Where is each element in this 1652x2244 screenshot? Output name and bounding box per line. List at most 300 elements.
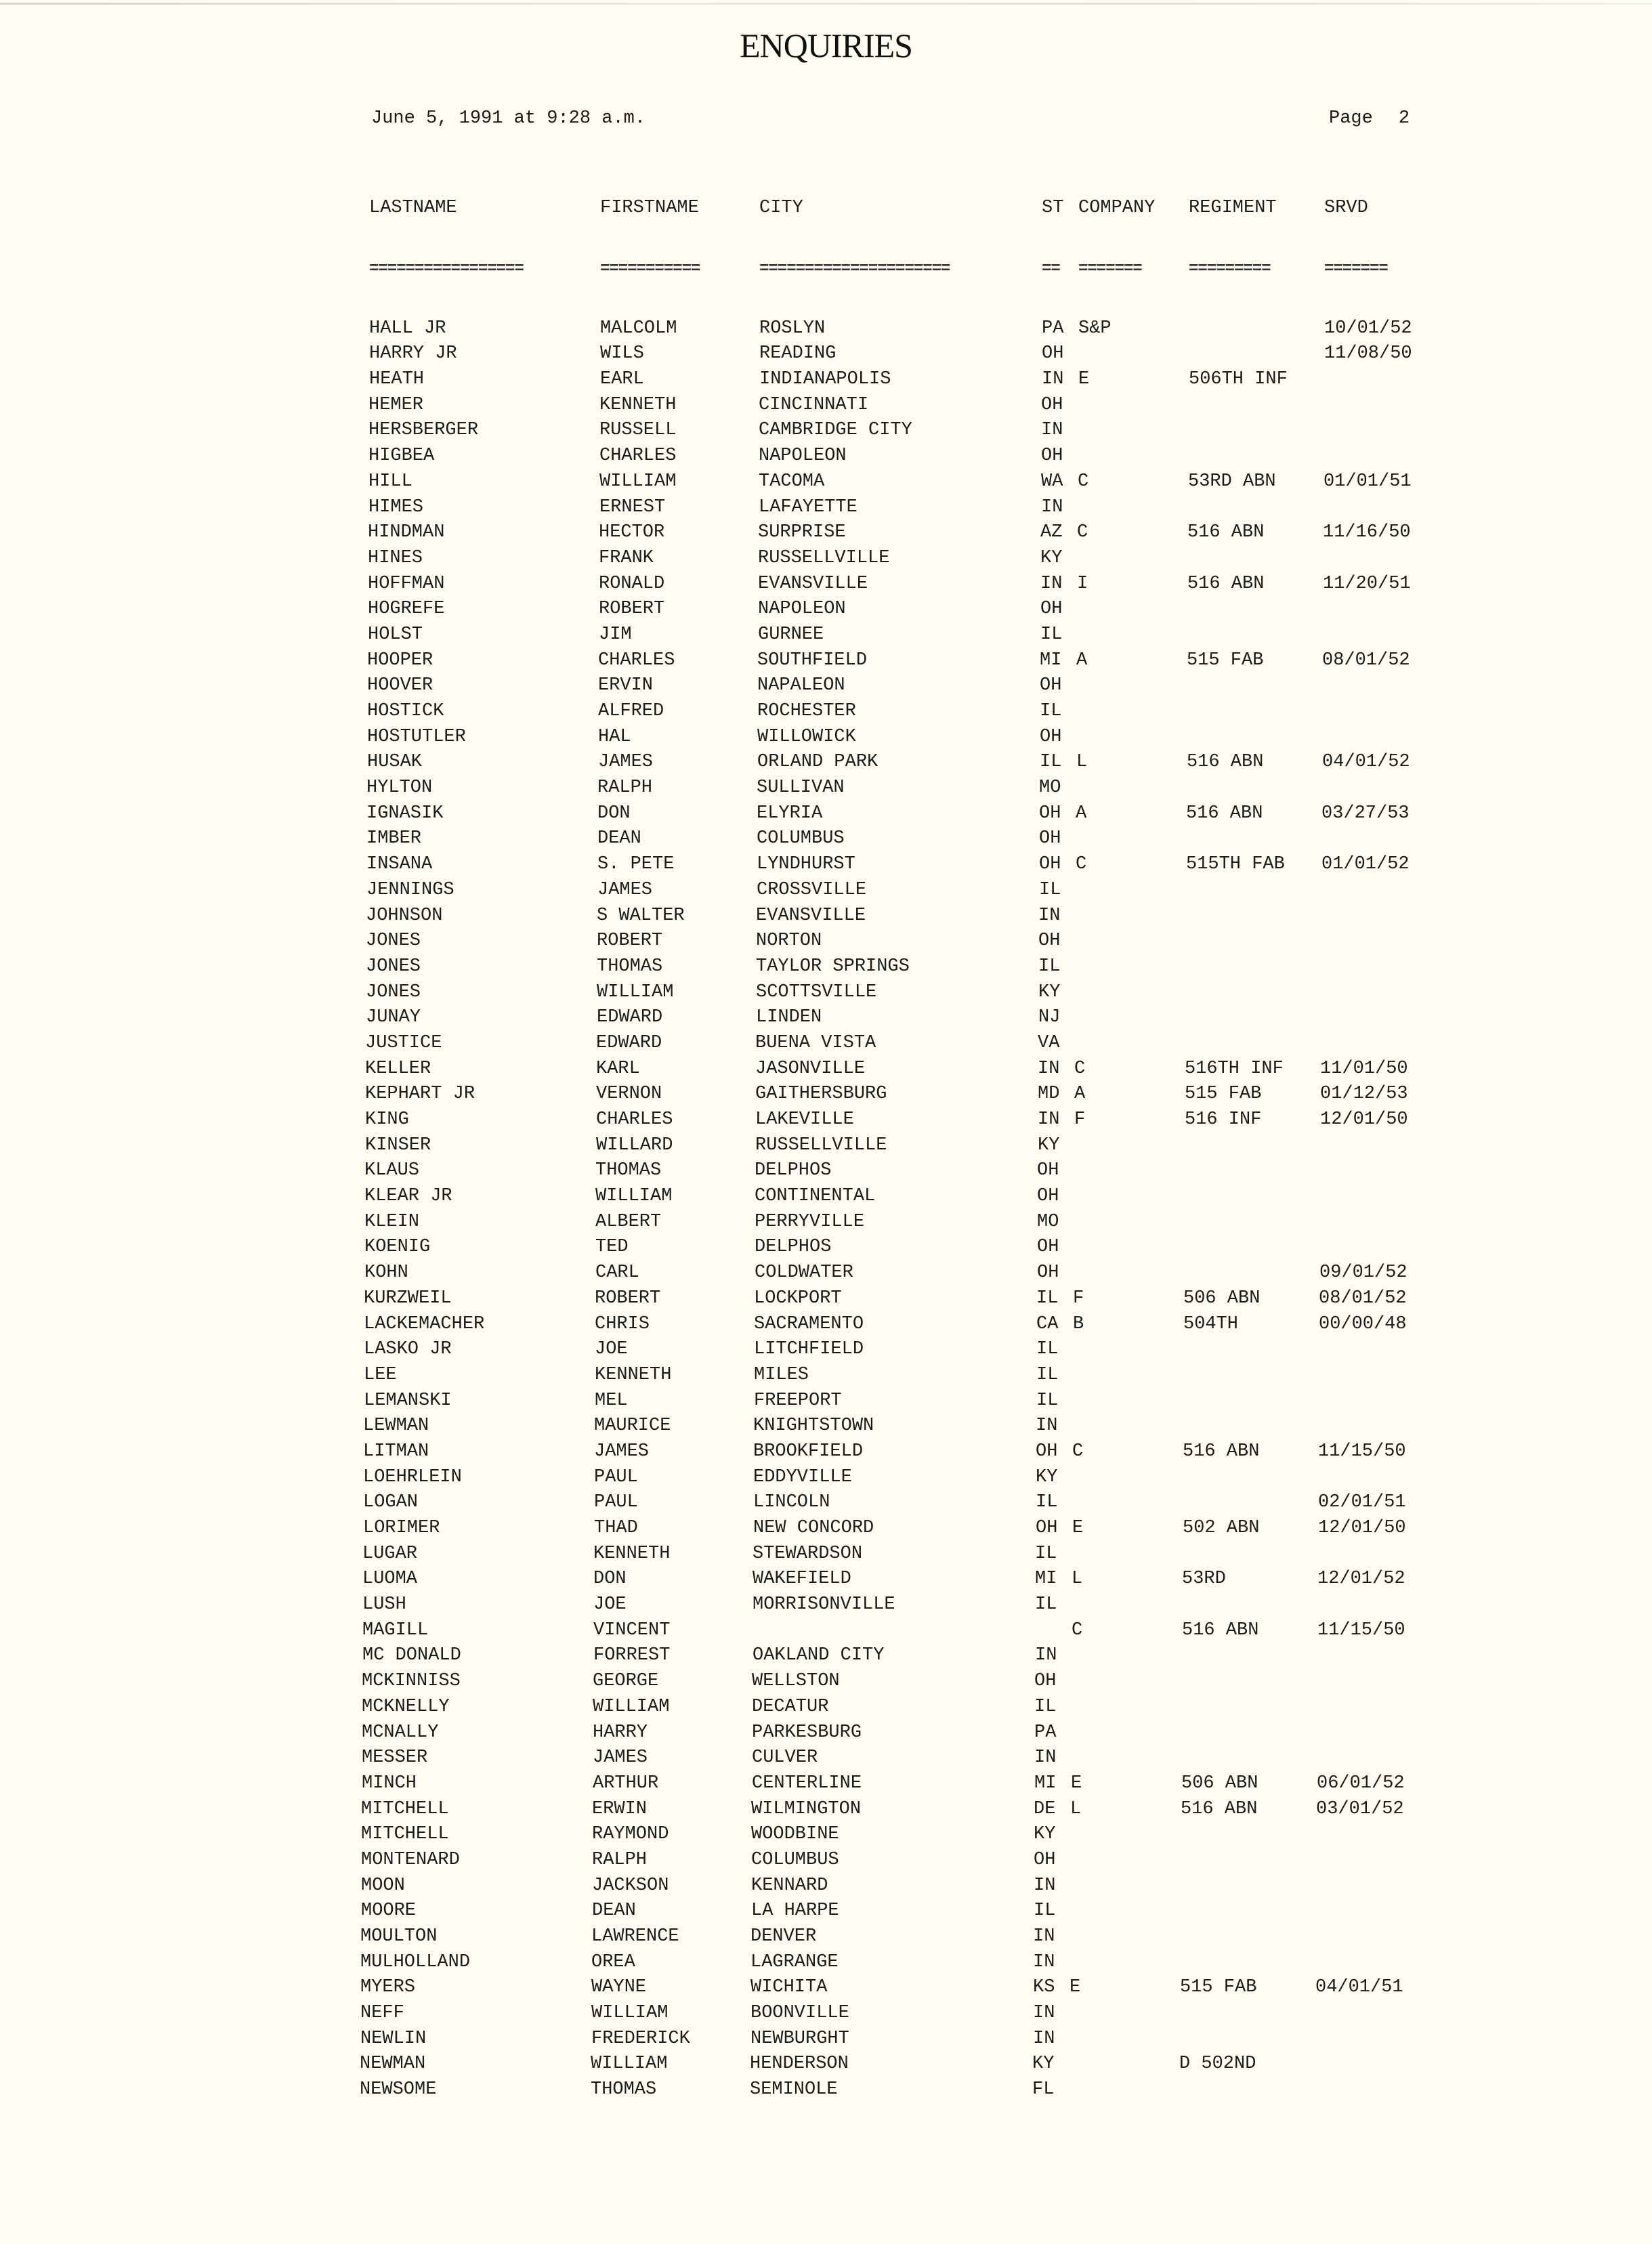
separator-lastname: ================= — [369, 259, 524, 278]
table-row — [0, 497, 1652, 523]
cell-firstname: S. PETE — [597, 854, 675, 875]
separator-city: ===================== — [759, 259, 950, 278]
cell-city: COLUMBUS — [751, 1849, 839, 1870]
cell-firstname: OREA — [591, 1951, 635, 1972]
cell-city: NEW CONCORD — [753, 1518, 874, 1538]
header-company: COMPANY — [1078, 198, 1156, 218]
cell-firstname: EARL — [600, 369, 644, 390]
separator-firstname: =========== — [600, 259, 700, 278]
table-row — [0, 1263, 1652, 1288]
cell-firstname: WILLIAM — [595, 1186, 673, 1207]
cell-company: E — [1069, 1977, 1081, 1998]
cell-city: MORRISONVILLE — [753, 1594, 895, 1615]
cell-firstname: DON — [597, 803, 631, 824]
table-body — [0, 318, 1652, 2105]
cell-regiment: 516 ABN — [1183, 1441, 1260, 1462]
cell-firstname: KARL — [596, 1058, 640, 1079]
cell-firstname: RALPH — [592, 1849, 648, 1870]
cell-state: WA — [1041, 471, 1063, 492]
cell-state: OH — [1041, 394, 1063, 415]
cell-firstname: FREDERICK — [591, 2028, 690, 2049]
cell-company: I — [1077, 573, 1088, 594]
cell-firstname: KENNETH — [599, 394, 677, 415]
table-row — [0, 471, 1652, 497]
table-row — [0, 1365, 1652, 1391]
cell-company: S&P — [1078, 318, 1111, 339]
header-served: SRVD — [1324, 198, 1368, 218]
cell-regiment: 515 FAB — [1180, 1977, 1257, 1998]
cell-firstname: ARTHUR — [593, 1773, 659, 1794]
cell-regiment: 516 ABN — [1181, 1798, 1258, 1819]
table-row — [0, 906, 1652, 931]
table-row — [0, 1850, 1652, 1876]
cell-firstname: PAUL — [594, 1466, 638, 1487]
cell-lastname: LEWMAN — [363, 1416, 429, 1437]
cell-company: F — [1074, 1109, 1086, 1130]
table-row — [0, 2029, 1652, 2054]
cell-state: KY — [1038, 981, 1061, 1002]
cell-city: LITCHFIELD — [754, 1339, 864, 1360]
cell-served: 01/12/53 — [1320, 1084, 1408, 1105]
cell-lastname: LUGAR — [362, 1543, 418, 1564]
cell-state: OH — [1036, 1441, 1058, 1462]
cell-city: ELYRIA — [757, 803, 823, 824]
table-row — [0, 1544, 1652, 1569]
table-row — [0, 446, 1652, 471]
cell-state: IL — [1039, 879, 1061, 900]
cell-state: OH — [1039, 854, 1061, 875]
enquiries-table — [0, 157, 1652, 2130]
cell-city: RUSSELLVILLE — [755, 1135, 887, 1156]
table-row — [0, 1697, 1652, 1722]
cell-state: IL — [1036, 1339, 1059, 1360]
cell-lastname: HOGREFE — [368, 599, 445, 620]
cell-lastname: MONTENARD — [361, 1849, 460, 1870]
cell-served: 01/01/51 — [1323, 471, 1412, 492]
cell-state: IL — [1036, 1288, 1059, 1309]
cell-city: KNIGHTSTOWN — [753, 1416, 874, 1437]
cell-firstname: WILLIAM — [599, 471, 677, 492]
cell-state: IN — [1033, 2003, 1055, 2024]
cell-firstname: HARRY — [593, 1722, 648, 1743]
cell-firstname: S WALTER — [597, 905, 685, 926]
cell-lastname: HERSBERGER — [368, 420, 479, 441]
page-indicator — [1329, 108, 1410, 129]
table-row — [0, 931, 1652, 956]
cell-city: WILLOWICK — [757, 726, 856, 747]
cell-lastname: MAGILL — [362, 1620, 429, 1640]
table-row — [0, 2054, 1652, 2079]
document-title: ENQUIRIES — [740, 26, 912, 64]
cell-lastname: HOSTUTLER — [367, 726, 466, 747]
table-row — [0, 880, 1652, 906]
cell-lastname: KOHN — [364, 1263, 408, 1284]
cell-firstname: JAMES — [598, 752, 654, 773]
cell-city: DENVER — [750, 1926, 817, 1947]
cell-city: CONTINENTAL — [755, 1186, 876, 1207]
cell-firstname: FORREST — [593, 1645, 671, 1666]
cell-company: C — [1076, 854, 1087, 875]
table-row — [0, 548, 1652, 574]
cell-served: 04/01/51 — [1315, 1977, 1403, 1998]
cell-lastname: LITMAN — [363, 1441, 429, 1462]
cell-firstname: ALBERT — [595, 1211, 662, 1232]
cell-state: IN — [1034, 1875, 1056, 1896]
table-row — [0, 1212, 1652, 1237]
cell-state: IN — [1035, 1645, 1057, 1666]
cell-lastname: NEFF — [360, 2003, 404, 2024]
cell-firstname: THAD — [594, 1518, 638, 1538]
table-row — [0, 1186, 1652, 1212]
cell-state: KY — [1036, 1466, 1058, 1487]
cell-firstname: JOE — [595, 1339, 628, 1360]
table-row — [0, 854, 1652, 880]
cell-city: GAITHERSBURG — [755, 1084, 887, 1105]
cell-firstname: JAMES — [597, 879, 653, 900]
cell-firstname: DEAN — [597, 828, 641, 849]
cell-city: COLUMBUS — [757, 828, 845, 849]
cell-firstname: ERVIN — [598, 675, 654, 696]
cell-lastname: HALL JR — [369, 318, 446, 339]
cell-city: WELLSTON — [752, 1671, 840, 1692]
cell-city: SURPRISE — [758, 522, 846, 543]
cell-lastname: JUSTICE — [365, 1032, 442, 1053]
cell-state: OH — [1037, 1186, 1059, 1207]
table-row — [0, 318, 1652, 344]
table-row — [0, 343, 1652, 369]
cell-state: IL — [1034, 1901, 1056, 1922]
table-row — [0, 1799, 1652, 1825]
cell-city: MILES — [754, 1364, 809, 1385]
cell-lastname: LEMANSKI — [364, 1390, 452, 1411]
cell-state: IN — [1038, 1058, 1060, 1079]
cell-regiment: 504TH — [1183, 1313, 1239, 1334]
cell-city: TAYLOR SPRINGS — [756, 956, 910, 977]
cell-firstname: WILS — [600, 343, 644, 364]
cell-state: IN — [1042, 369, 1064, 390]
cell-firstname: ALFRED — [598, 701, 664, 721]
cell-city: LOCKPORT — [754, 1288, 842, 1309]
cell-state: IL — [1036, 1492, 1058, 1513]
cell-firstname: DEAN — [592, 1901, 636, 1922]
cell-firstname: THOMAS — [595, 1160, 662, 1181]
cell-state: OH — [1038, 931, 1061, 952]
cell-firstname: JACKSON — [592, 1875, 669, 1896]
cell-city: EVANSVILLE — [758, 573, 868, 594]
cell-lastname: JOHNSON — [366, 905, 443, 926]
cell-firstname: THOMAS — [591, 2079, 657, 2100]
cell-lastname: MC DONALD — [362, 1645, 461, 1666]
table-row — [0, 1059, 1652, 1084]
cell-firstname: JIM — [599, 624, 632, 645]
cell-state: MD — [1038, 1084, 1060, 1105]
cell-regiment: 516 ABN — [1187, 752, 1264, 773]
cell-state: KY — [1034, 1824, 1056, 1845]
cell-state: IN — [1038, 1109, 1060, 1130]
cell-city: LINCOLN — [753, 1492, 830, 1513]
cell-regiment: 516 ABN — [1187, 522, 1265, 543]
table-row — [0, 1467, 1652, 1493]
cell-served: 03/01/52 — [1316, 1798, 1404, 1819]
table-row — [0, 1160, 1652, 1186]
table-row — [0, 1773, 1652, 1799]
cell-city: WOODBINE — [751, 1824, 839, 1845]
table-row — [0, 624, 1652, 650]
cell-regiment: 515TH FAB — [1186, 854, 1285, 875]
cell-lastname: LUOMA — [362, 1569, 418, 1590]
cell-regiment: 516 ABN — [1182, 1620, 1259, 1640]
header-firstname: FIRSTNAME — [600, 198, 699, 218]
cell-city: HENDERSON — [750, 2054, 849, 2075]
cell-lastname: HEATH — [369, 369, 425, 390]
cell-lastname: MOORE — [361, 1901, 417, 1922]
cell-firstname: RONALD — [599, 573, 665, 594]
cell-lastname: NEWMAN — [360, 2054, 426, 2075]
cell-served: 12/01/50 — [1320, 1109, 1408, 1130]
cell-lastname: LACKEMACHER — [364, 1313, 485, 1334]
cell-lastname: KURZWEIL — [364, 1288, 452, 1309]
cell-firstname: TED — [595, 1237, 629, 1258]
table-row — [0, 1288, 1652, 1314]
table-row — [0, 752, 1652, 778]
cell-city: NAPALEON — [757, 675, 845, 696]
cell-state: IN — [1036, 1416, 1058, 1437]
cell-company: A — [1074, 1084, 1086, 1105]
cell-city: COLDWATER — [755, 1263, 853, 1284]
table-row — [0, 1084, 1652, 1109]
cell-lastname: HOOVER — [367, 675, 433, 696]
cell-state: PA — [1042, 318, 1064, 339]
cell-city: NEWBURGHT — [750, 2028, 849, 2049]
cell-lastname: MOULTON — [360, 1926, 438, 1947]
table-row — [0, 2079, 1652, 2105]
cell-state: KY — [1032, 2054, 1055, 2075]
cell-state: OH — [1039, 828, 1061, 849]
cell-regiment: 515 FAB — [1187, 650, 1264, 671]
cell-lastname: NEWLIN — [360, 2028, 427, 2049]
cell-lastname: LOGAN — [363, 1492, 419, 1513]
cell-lastname: LUSH — [362, 1594, 406, 1615]
cell-lastname: HIGBEA — [368, 446, 435, 467]
table-row — [0, 1416, 1652, 1441]
cell-city: PERRYVILLE — [755, 1211, 865, 1232]
cell-firstname: LAWRENCE — [591, 1926, 679, 1947]
cell-served: 02/01/51 — [1318, 1492, 1406, 1513]
cell-state: OH — [1041, 446, 1063, 467]
cell-firstname: HAL — [598, 726, 631, 747]
cell-firstname: KENNETH — [593, 1543, 671, 1564]
cell-state: MI — [1040, 650, 1062, 671]
cell-state: MI — [1034, 1773, 1057, 1794]
table-row — [0, 1748, 1652, 1773]
cell-state: IL — [1035, 1594, 1057, 1615]
cell-lastname: HARRY JR — [369, 343, 457, 364]
cell-state: KY — [1040, 547, 1063, 568]
cell-served: 01/01/52 — [1321, 854, 1410, 875]
header-separator — [0, 260, 1652, 278]
cell-state: OH — [1039, 803, 1061, 824]
cell-lastname: MULHOLLAND — [360, 1951, 471, 1972]
cell-lastname: MCKNELLY — [362, 1696, 450, 1717]
cell-lastname: HEMER — [368, 394, 424, 415]
table-row — [0, 522, 1652, 548]
cell-city: DECATUR — [752, 1696, 829, 1717]
cell-lastname: NEWSOME — [360, 2079, 437, 2100]
cell-city: SOUTHFIELD — [757, 650, 868, 671]
cell-served: 00/00/48 — [1319, 1313, 1407, 1334]
separator-company: ======= — [1078, 259, 1142, 278]
table-row — [0, 395, 1652, 421]
table-row — [0, 1237, 1652, 1263]
cell-state: AZ — [1040, 522, 1063, 543]
cell-city: CINCINNATI — [759, 394, 869, 415]
cell-lastname: HOLST — [368, 624, 423, 645]
cell-city: PARKESBURG — [752, 1722, 862, 1743]
cell-state: OH — [1037, 1160, 1059, 1181]
cell-city: BUENA VISTA — [755, 1032, 876, 1053]
cell-state: OH — [1036, 1518, 1058, 1538]
cell-city: RUSSELLVILLE — [758, 547, 890, 568]
cell-firstname: WILLIAM — [591, 2003, 669, 2024]
cell-firstname: ROBERT — [599, 599, 665, 620]
cell-regiment: 516 INF — [1185, 1109, 1262, 1130]
cell-state: OH — [1034, 1849, 1056, 1870]
cell-company: C — [1072, 1441, 1084, 1462]
cell-lastname: HOOPER — [367, 650, 433, 671]
cell-lastname: JENNINGS — [366, 879, 454, 900]
table-row — [0, 701, 1652, 727]
table-row — [0, 1569, 1652, 1594]
cell-lastname: MESSER — [362, 1748, 428, 1769]
cell-lastname: MOON — [361, 1875, 405, 1896]
cell-lastname: KLEAR JR — [364, 1186, 452, 1207]
cell-served: 11/15/50 — [1318, 1441, 1406, 1462]
cell-served: 11/01/50 — [1320, 1058, 1408, 1079]
cell-lastname: JONES — [366, 931, 421, 952]
table-row — [0, 1901, 1652, 1926]
cell-served: 03/27/53 — [1321, 803, 1410, 824]
cell-served: 12/01/52 — [1317, 1569, 1405, 1590]
separator-served: ======= — [1324, 259, 1388, 278]
cell-company: A — [1076, 650, 1088, 671]
cell-state: IL — [1038, 956, 1061, 977]
cell-city: NORTON — [756, 931, 822, 952]
table-row — [0, 1671, 1652, 1697]
cell-lastname: HINES — [368, 547, 423, 568]
table-header — [0, 198, 1652, 224]
cell-state: IN — [1041, 496, 1063, 517]
cell-state: OH — [1037, 1263, 1059, 1284]
table-row — [0, 675, 1652, 701]
table-row — [0, 1824, 1652, 1850]
cell-lastname: IMBER — [366, 828, 422, 849]
cell-city: BROOKFIELD — [753, 1441, 864, 1462]
cell-company: C — [1078, 471, 1089, 492]
cell-company: E — [1072, 1518, 1084, 1538]
table-row — [0, 574, 1652, 599]
cell-state: IL — [1035, 1543, 1057, 1564]
cell-city: LA HARPE — [751, 1901, 839, 1922]
cell-city: NAPOLEON — [758, 599, 846, 620]
cell-lastname: LASKO JR — [364, 1339, 452, 1360]
cell-firstname: ERNEST — [599, 496, 666, 517]
cell-city: SACRAMENTO — [754, 1313, 864, 1334]
table-row — [0, 2003, 1652, 2029]
cell-company: F — [1073, 1288, 1084, 1309]
table-row — [0, 650, 1652, 676]
cell-firstname: WILLIAM — [593, 1696, 670, 1717]
cell-firstname: ROBERT — [595, 1288, 661, 1309]
cell-firstname: EDWARD — [597, 1007, 663, 1028]
cell-city: DELPHOS — [755, 1237, 832, 1258]
cell-served: 11/08/50 — [1324, 343, 1412, 364]
cell-firstname: MAURICE — [594, 1416, 671, 1437]
cell-city: ORLAND PARK — [757, 752, 878, 773]
cell-regiment: 506TH INF — [1189, 369, 1288, 390]
cell-city: NAPOLEON — [759, 446, 847, 467]
cell-firstname: WILLIAM — [591, 2054, 668, 2075]
cell-lastname: KINSER — [365, 1135, 431, 1156]
cell-lastname: LEE — [364, 1364, 397, 1385]
cell-state: IL — [1040, 701, 1062, 721]
cell-regiment: 502 ABN — [1183, 1518, 1260, 1538]
page-label: Page — [1329, 108, 1373, 129]
cell-firstname: EDWARD — [596, 1032, 662, 1053]
cell-state: OH — [1040, 726, 1062, 747]
cell-city: SCOTTSVILLE — [756, 981, 877, 1002]
cell-company: C — [1072, 1620, 1083, 1640]
cell-company: C — [1074, 1058, 1086, 1079]
table-row — [0, 1135, 1652, 1161]
cell-firstname: PAUL — [594, 1492, 638, 1513]
cell-firstname: WILLARD — [596, 1135, 673, 1156]
cell-regiment: 506 ABN — [1183, 1288, 1261, 1309]
cell-firstname: THOMAS — [597, 956, 663, 977]
cell-firstname: MALCOLM — [600, 318, 677, 339]
table-row — [0, 1926, 1652, 1952]
table-row — [0, 1876, 1652, 1901]
cell-lastname: HILL — [368, 471, 412, 492]
cell-lastname: JONES — [366, 981, 421, 1002]
cell-city: EDDYVILLE — [753, 1466, 852, 1487]
cell-firstname: WAYNE — [591, 1977, 647, 1998]
cell-state: IN — [1038, 905, 1061, 926]
cell-state: IN — [1040, 573, 1063, 594]
table-row — [0, 1339, 1652, 1365]
cell-firstname: CHARLES — [599, 446, 677, 467]
cell-firstname: KENNETH — [595, 1364, 672, 1385]
header-state: ST — [1042, 198, 1064, 218]
cell-lastname: LORIMER — [363, 1518, 440, 1538]
cell-city: BOONVILLE — [750, 2003, 849, 2024]
cell-lastname: MCNALLY — [362, 1722, 439, 1743]
cell-served: 11/16/50 — [1323, 522, 1411, 543]
cell-city: ROCHESTER — [757, 701, 856, 721]
cell-company: L — [1070, 1798, 1082, 1819]
cell-firstname: HECTOR — [599, 522, 665, 543]
cell-regiment: 53RD ABN — [1188, 471, 1276, 492]
cell-lastname: KEPHART JR — [365, 1084, 475, 1105]
cell-state: OH — [1040, 675, 1062, 696]
table-row — [0, 1952, 1652, 1978]
cell-state: IL — [1036, 1390, 1059, 1411]
cell-lastname: MYERS — [360, 1977, 416, 1998]
cell-firstname: VINCENT — [593, 1620, 671, 1640]
table-row — [0, 982, 1652, 1008]
cell-served: 12/01/50 — [1318, 1518, 1406, 1538]
cell-city: GURNEE — [758, 624, 824, 645]
cell-lastname: MCKINNISS — [362, 1671, 461, 1692]
